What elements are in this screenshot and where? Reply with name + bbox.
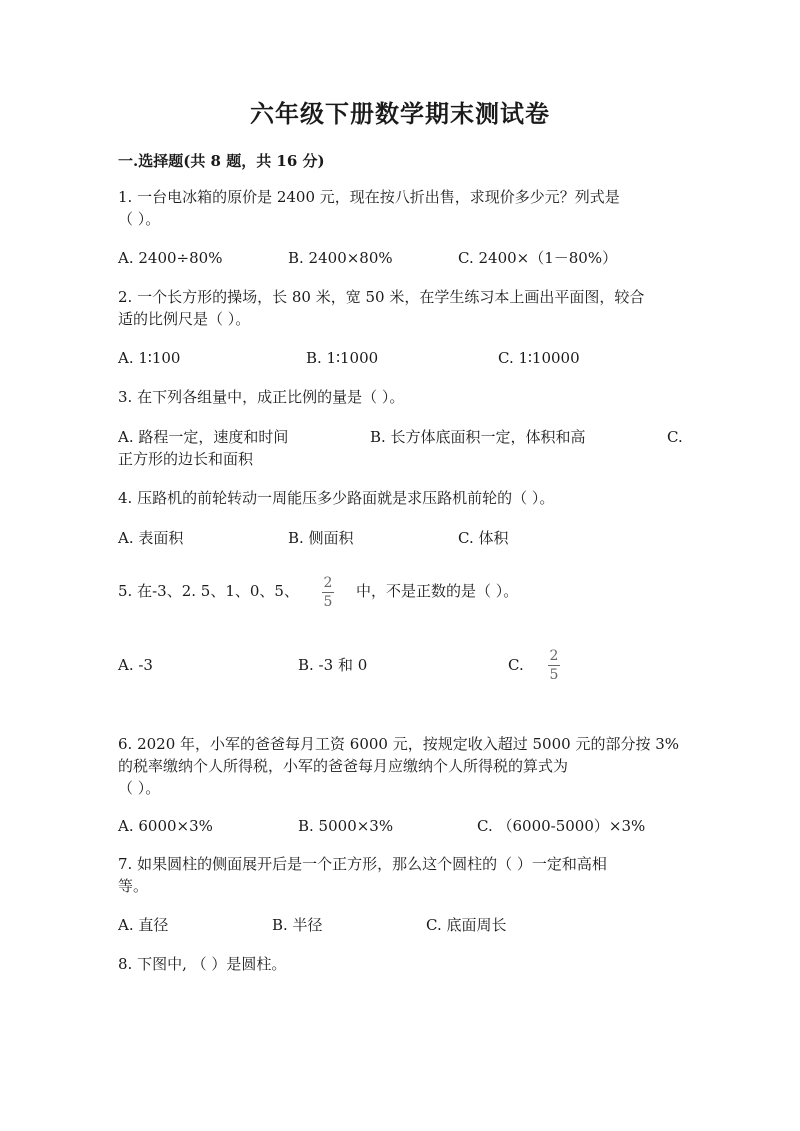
question-6-line-3: （ ）。 (118, 779, 161, 797)
question-5-option-c: C. (508, 656, 524, 674)
question-5-option-c-fraction (547, 648, 561, 683)
question-5-option-a: A. -3 (118, 656, 153, 674)
question-5-line-1a: 5. 在-3、2. 5、1、0、5、 (118, 582, 299, 600)
question-5-option-b: B. -3 和 0 (298, 656, 368, 674)
question-2-option-a: A. 1∶100 (118, 349, 181, 367)
question-6-line-1: 6. 2020 年，小军的爸爸每月工资 6000 元，按规定收入超过 5000 元的部分按 3% (118, 735, 680, 753)
fraction-denominator: 5 (549, 667, 559, 683)
question-5-line-1b: 中，不是正数的是（ ）。 (356, 582, 519, 600)
question-8-line-1: 8. 下图中, （ ）是圆柱。 (118, 955, 287, 973)
question-2-option-c: C. 1∶10000 (498, 349, 580, 367)
fraction-numerator: 2 (549, 648, 559, 664)
question-7-line-1: 7. 如果圆柱的侧面展开后是一个正方形，那么这个圆柱的（ ）一定和高相 (118, 855, 607, 873)
question-3-option-a: A. 路程一定，速度和时间 (118, 428, 289, 446)
question-7-option-a: A. 直径 (118, 916, 169, 934)
question-6-line-2: 的税率缴纳个人所得税，小军的爸爸每月应缴纳个人所得税的算式为 (118, 757, 569, 775)
question-1-option-a: A. 2400÷80% (118, 249, 223, 267)
question-7-line-2: 等。 (118, 877, 149, 895)
question-7-option-c: C. 底面周长 (426, 916, 507, 934)
question-6-option-b: B. 5000×3% (298, 817, 394, 835)
section-heading: 一.选择题(共 8 题，共 16 分) (118, 152, 325, 170)
question-2-line-2: 适的比例尺是（ ）。 (118, 310, 251, 328)
fraction-numerator: 2 (323, 575, 333, 591)
fraction-bar (548, 665, 560, 666)
question-3-option-c-text: 正方形的边长和面积 (118, 450, 254, 468)
fraction-bar (322, 592, 334, 593)
question-6-option-c: C. （6000-5000）×3% (477, 817, 646, 835)
question-3-option-b: B. 长方体底面积一定，体积和高 (370, 428, 586, 446)
question-1-line-2: （ ）。 (118, 210, 161, 228)
question-3-option-c: C. (667, 428, 683, 446)
question-4-line-1: 4. 压路机的前轮转动一周能压多少路面就是求压路机前轮的（ ）。 (118, 489, 555, 507)
question-1-line-1: 1. 一台电冰箱的原价是 2400 元，现在按八折出售，求现价多少元？列式是 (118, 188, 620, 206)
question-6-option-a: A. 6000×3% (118, 817, 213, 835)
question-7-option-b: B. 半径 (272, 916, 323, 934)
page-title: 六年级下册数学期末测试卷 (250, 99, 550, 128)
question-4-option-b: B. 侧面积 (288, 529, 354, 547)
question-1-option-c: C. 2400×（1－80%） (458, 249, 618, 267)
question-5-fraction (321, 575, 335, 610)
question-3-line-1: 3. 在下列各组量中，成正比例的量是（ ）。 (118, 388, 405, 406)
question-2-option-b: B. 1∶1000 (306, 349, 379, 367)
question-1-option-b: B. 2400×80% (288, 249, 393, 267)
question-4-option-c: C. 体积 (458, 529, 509, 547)
question-2-line-1: 2. 一个长方形的操场，长 80 米，宽 50 米，在学生练习本上画出平面图，较合 (118, 288, 645, 306)
fraction-denominator: 5 (323, 594, 333, 610)
question-4-option-a: A. 表面积 (118, 529, 184, 547)
